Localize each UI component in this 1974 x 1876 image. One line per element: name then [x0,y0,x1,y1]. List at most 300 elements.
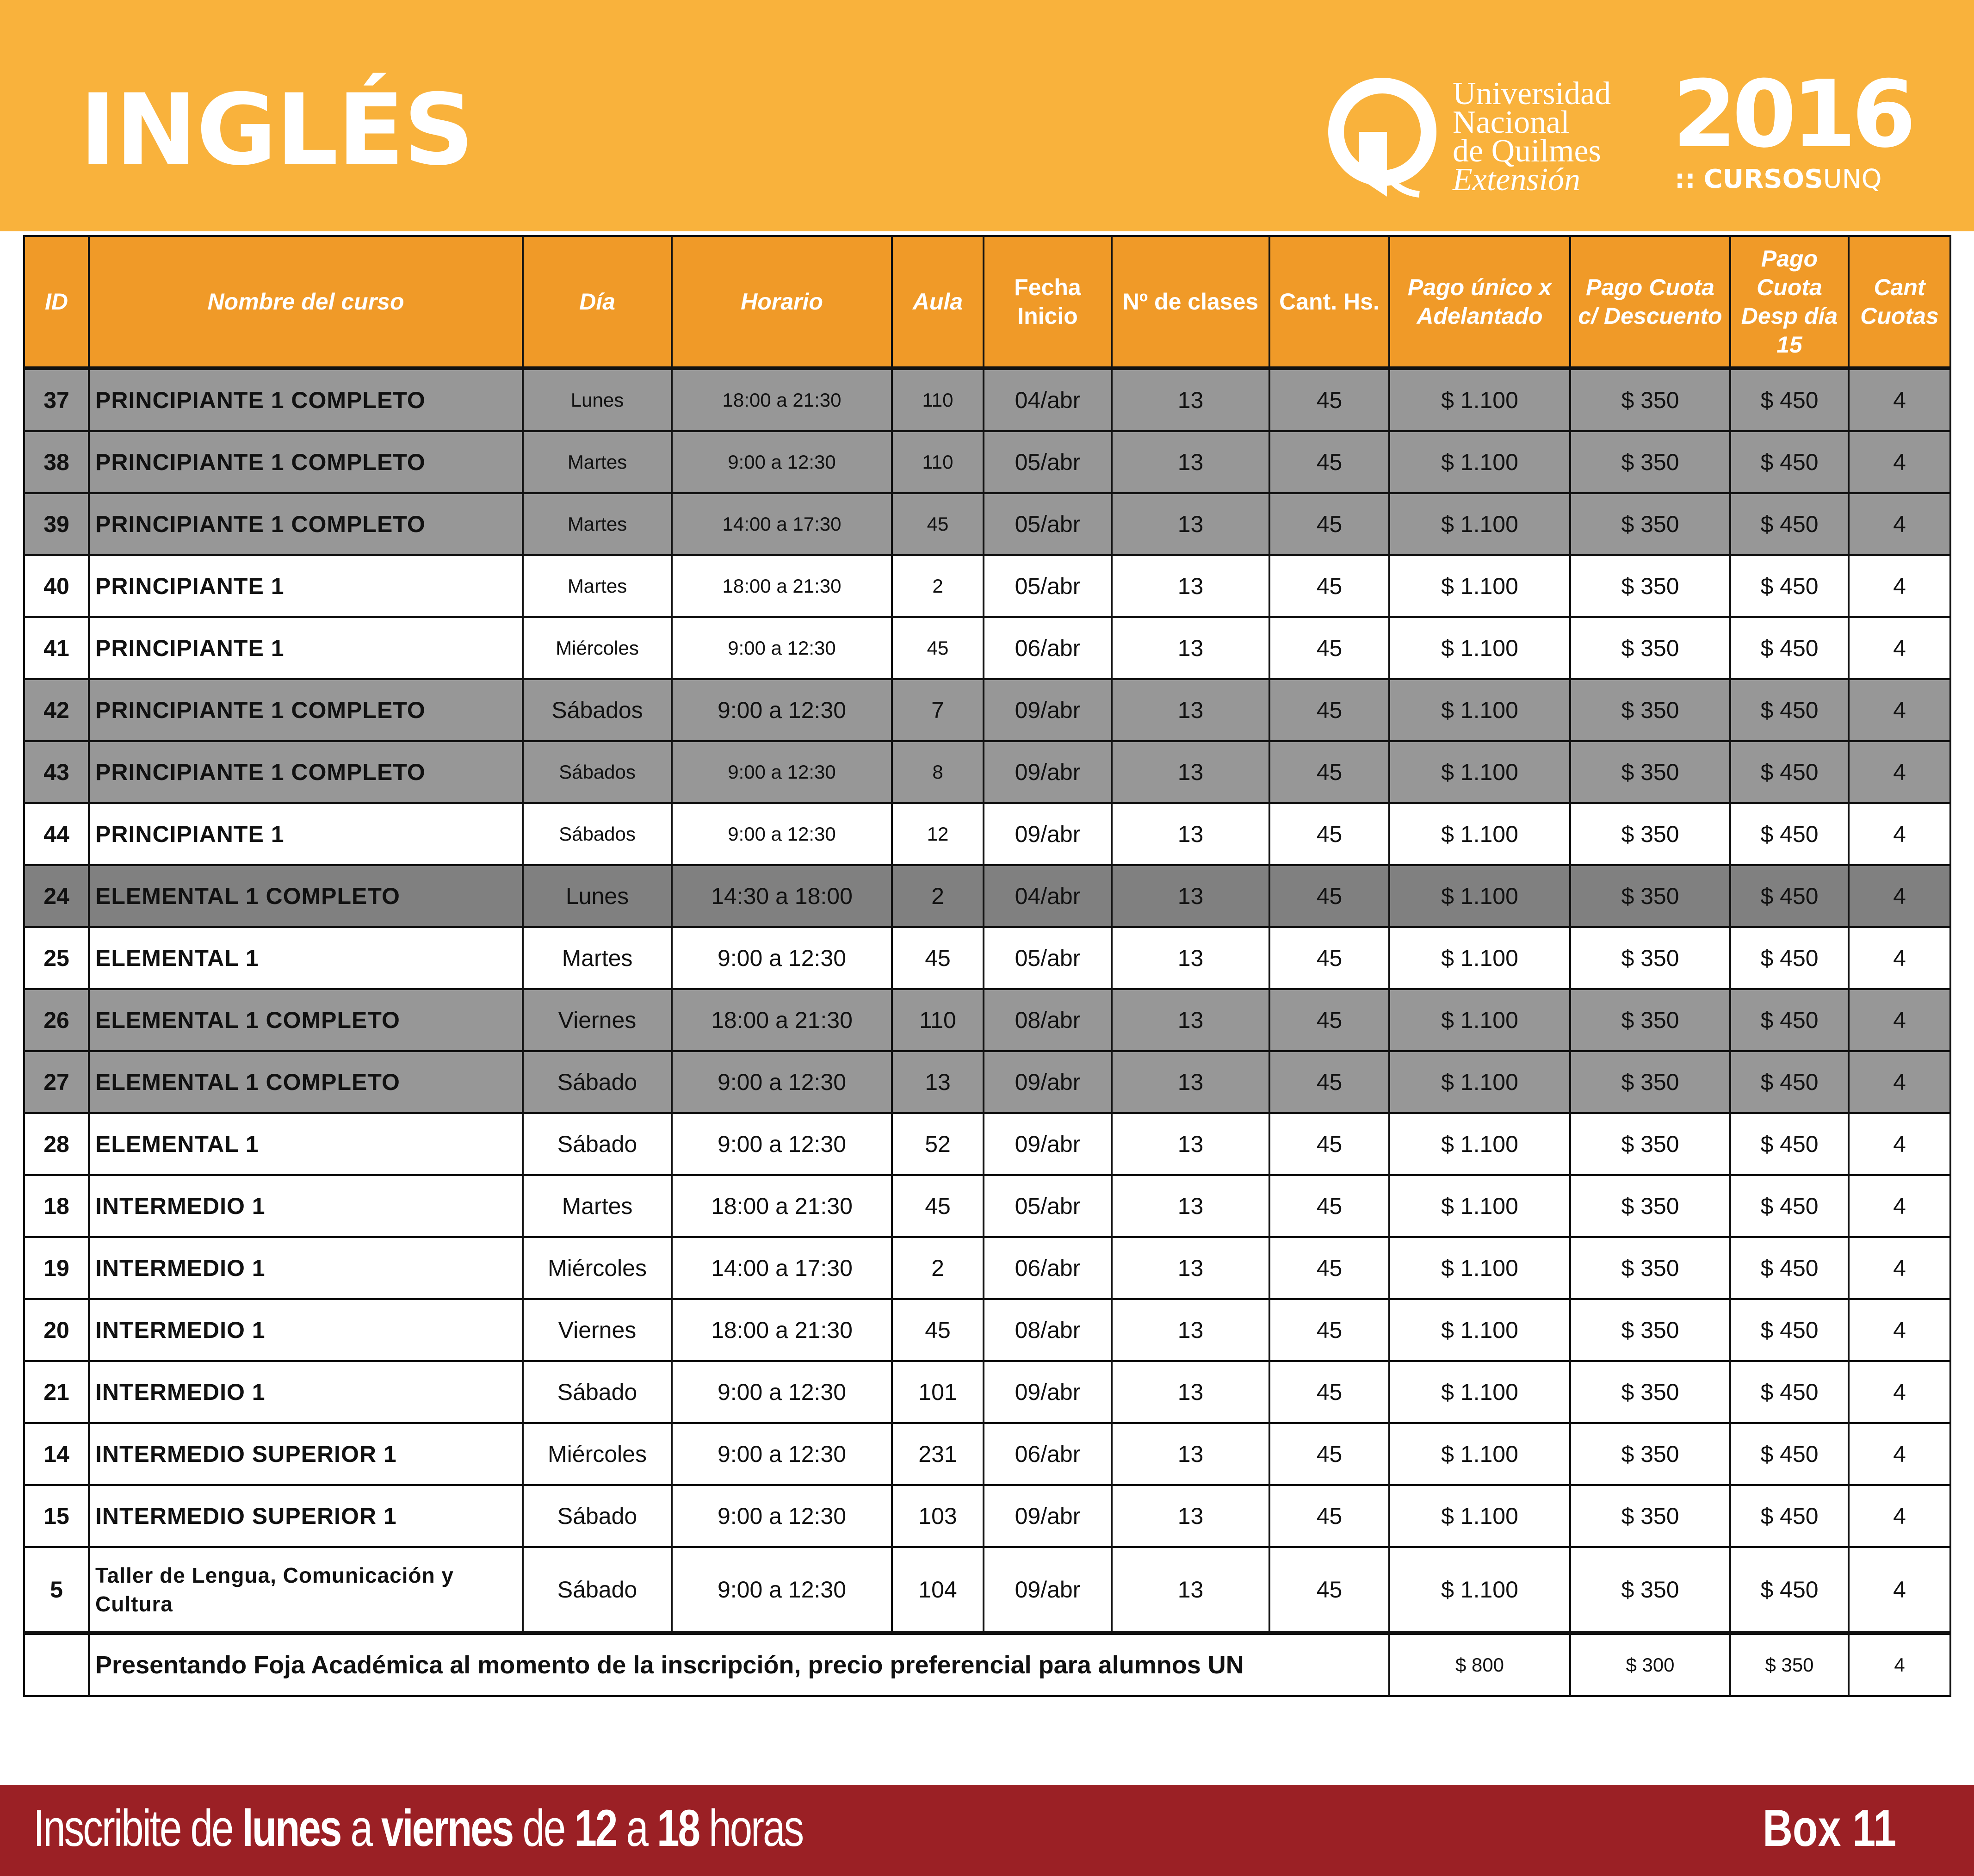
cell-cuotas: 4 [1849,1113,1950,1175]
course-table [23,235,1951,1697]
cell-nombre: PRINCIPIANTE 1 COMPLETO [89,368,523,431]
cell-cuotas: 4 [1849,741,1950,803]
cell-horario: 9:00 a 12:30 [672,1113,892,1175]
cell-pago-desp: $ 450 [1730,989,1849,1051]
cell-aula: 45 [892,1175,984,1237]
cell-pago-desp: $ 450 [1730,368,1849,431]
cell-pago-cuota: $ 350 [1570,617,1730,679]
cell-horario: 9:00 a 12:30 [672,431,892,493]
hours-text-5: horas [699,1799,803,1857]
table-row [24,617,1950,679]
cell-pago-cuota: $ 350 [1570,1485,1730,1547]
cell-fecha: 05/abr [984,431,1112,493]
cell-dia: Sábados [523,803,672,865]
cell-nombre: PRINCIPIANTE 1 COMPLETO [89,679,523,741]
cell-clases: 13 [1112,989,1269,1051]
logo-cursos [1675,164,1882,194]
cell-pago-cuota: $ 350 [1570,368,1730,431]
cell-cuotas: 4 [1849,1361,1950,1423]
cell-cuotas: 4 [1849,679,1950,741]
cell-pago-cuota: $ 350 [1570,1361,1730,1423]
cell-nombre: INTERMEDIO 1 [89,1299,523,1361]
cell-dia: Martes [523,1175,672,1237]
cell-horario: 14:00 a 17:30 [672,1237,892,1299]
cell-horario: 9:00 a 12:30 [672,741,892,803]
cell-id: 21 [24,1361,89,1423]
col-header-horario: Horario [672,236,892,368]
cell-id: 26 [24,989,89,1051]
cell-hs: 45 [1269,989,1389,1051]
cell-clases: 13 [1112,431,1269,493]
cell-horario: 9:00 a 12:30 [672,679,892,741]
cell-pago-cuota: $ 350 [1570,803,1730,865]
cell-clases: 13 [1112,1299,1269,1361]
cell-fecha: 05/abr [984,493,1112,555]
cell-hs: 45 [1269,1299,1389,1361]
footer-cuotas: 4 [1849,1633,1950,1696]
cell-pago-unico: $ 1.100 [1389,368,1570,431]
footer-pago-cuota: $ 300 [1570,1633,1730,1696]
cell-hs: 45 [1269,927,1389,989]
cell-clases: 13 [1112,1237,1269,1299]
cell-dia: Viernes [523,1299,672,1361]
table-row [24,1113,1950,1175]
cell-hs: 45 [1269,865,1389,927]
cell-fecha: 09/abr [984,1113,1112,1175]
cell-fecha: 06/abr [984,1237,1112,1299]
cell-pago-desp: $ 450 [1730,1485,1849,1547]
cell-clases: 13 [1112,1113,1269,1175]
cell-dia: Lunes [523,368,672,431]
cell-aula: 12 [892,803,984,865]
cell-dia: Viernes [523,989,672,1051]
cell-pago-unico: $ 1.100 [1389,1051,1570,1113]
cell-fecha: 09/abr [984,1485,1112,1547]
logo-line-4: Extensión [1453,162,1581,198]
cell-nombre: INTERMEDIO 1 [89,1361,523,1423]
table-row [24,1237,1950,1299]
cell-nombre: PRINCIPIANTE 1 COMPLETO [89,431,523,493]
col-header-pago-cuota: Pago Cuota c/ Descuento [1570,236,1730,368]
cell-pago-desp: $ 450 [1730,803,1849,865]
cell-pago-desp: $ 450 [1730,1423,1849,1485]
cell-pago-unico: $ 1.100 [1389,555,1570,617]
cell-id: 38 [24,431,89,493]
cell-id: 27 [24,1051,89,1113]
table-row [24,1299,1950,1361]
cell-fecha: 09/abr [984,803,1112,865]
col-header-nombre: Nombre del curso [89,236,523,368]
cell-clases: 13 [1112,617,1269,679]
cell-aula: 231 [892,1423,984,1485]
table-row [24,1175,1950,1237]
cell-id: 24 [24,865,89,927]
cell-clases: 13 [1112,741,1269,803]
cell-pago-desp: $ 450 [1730,555,1849,617]
cell-nombre: ELEMENTAL 1 [89,1113,523,1175]
cell-horario: 9:00 a 12:30 [672,1051,892,1113]
cell-cuotas: 4 [1849,493,1950,555]
cell-id: 28 [24,1113,89,1175]
cell-aula: 2 [892,865,984,927]
cell-id: 15 [24,1485,89,1547]
cell-nombre: ELEMENTAL 1 COMPLETO [89,1051,523,1113]
cell-id: 40 [24,555,89,617]
cell-pago-unico: $ 1.100 [1389,617,1570,679]
cell-hs: 45 [1269,368,1389,431]
col-header-dia: Día [523,236,672,368]
cell-pago-cuota: $ 350 [1570,1113,1730,1175]
logo-year: 2016 [1672,61,1912,168]
cell-clases: 13 [1112,1051,1269,1113]
cell-aula: 2 [892,1237,984,1299]
cell-cuotas: 4 [1849,1051,1950,1113]
col-header-clases: Nº de clases [1112,236,1269,368]
table-row [24,679,1950,741]
cell-pago-cuota: $ 350 [1570,555,1730,617]
cell-dia: Martes [523,431,672,493]
col-header-pago-unico: Pago único x Adelantado [1389,236,1570,368]
col-header-aula: Aula [892,236,984,368]
cell-id: 44 [24,803,89,865]
cell-cuotas: 4 [1849,431,1950,493]
cell-hs: 45 [1269,1361,1389,1423]
cell-nombre: INTERMEDIO 1 [89,1175,523,1237]
cell-dia: Sábado [523,1547,672,1633]
cell-cuotas: 4 [1849,1237,1950,1299]
cell-aula: 7 [892,679,984,741]
logo-line-1: Universidad [1453,76,1611,111]
cell-horario: 18:00 a 21:30 [672,1299,892,1361]
cell-pago-desp: $ 450 [1730,1237,1849,1299]
cell-id: 18 [24,1175,89,1237]
cell-aula: 103 [892,1485,984,1547]
hours-end: 18 [657,1799,699,1857]
cell-hs: 45 [1269,679,1389,741]
cell-dia: Miércoles [523,1237,672,1299]
footer-pago-desp: $ 350 [1730,1633,1849,1696]
cell-cuotas: 4 [1849,865,1950,927]
table-row [24,1485,1950,1547]
table-header-row [24,236,1950,368]
cell-id: 14 [24,1423,89,1485]
cell-pago-unico: $ 1.100 [1389,679,1570,741]
cell-dia: Sábado [523,1361,672,1423]
cell-fecha: 06/abr [984,1423,1112,1485]
cell-nombre: PRINCIPIANTE 1 [89,555,523,617]
table-footer-row [24,1633,1950,1696]
cell-pago-cuota: $ 350 [1570,431,1730,493]
cell-pago-cuota: $ 350 [1570,493,1730,555]
cell-hs: 45 [1269,1547,1389,1633]
cell-cuotas: 4 [1849,1547,1950,1633]
cell-clases: 13 [1112,493,1269,555]
cell-id: 41 [24,617,89,679]
cell-nombre: ELEMENTAL 1 COMPLETO [89,989,523,1051]
cell-hs: 45 [1269,431,1389,493]
cell-fecha: 09/abr [984,741,1112,803]
cell-pago-unico: $ 1.100 [1389,1361,1570,1423]
cell-dia: Martes [523,555,672,617]
cell-aula: 2 [892,555,984,617]
cell-id: 19 [24,1237,89,1299]
cell-pago-unico: $ 1.100 [1389,1423,1570,1485]
cell-dia: Sábado [523,1051,672,1113]
cell-id: 39 [24,493,89,555]
cell-aula: 104 [892,1547,984,1633]
cell-horario: 18:00 a 21:30 [672,1175,892,1237]
cell-hs: 45 [1269,1051,1389,1113]
unq-logo-icon [1327,76,1438,201]
cell-pago-desp: $ 450 [1730,1051,1849,1113]
cell-aula: 45 [892,493,984,555]
cell-horario: 18:00 a 21:30 [672,368,892,431]
cell-pago-unico: $ 1.100 [1389,1113,1570,1175]
cell-clases: 13 [1112,865,1269,927]
cell-pago-cuota: $ 350 [1570,1299,1730,1361]
cell-hs: 45 [1269,617,1389,679]
cell-dia: Sábado [523,1113,672,1175]
cell-fecha: 05/abr [984,927,1112,989]
table-row [24,555,1950,617]
table-row [24,741,1950,803]
cell-aula: 110 [892,989,984,1051]
cell-horario: 9:00 a 12:30 [672,617,892,679]
cell-pago-cuota: $ 350 [1570,927,1730,989]
cell-hs: 45 [1269,1237,1389,1299]
cell-pago-desp: $ 450 [1730,1175,1849,1237]
cell-id: 42 [24,679,89,741]
cell-pago-cuota: $ 350 [1570,1175,1730,1237]
cell-horario: 9:00 a 12:30 [672,803,892,865]
cell-pago-cuota: $ 350 [1570,1547,1730,1633]
cell-dia: Sábados [523,741,672,803]
cell-pago-cuota: $ 350 [1570,1423,1730,1485]
cell-cuotas: 4 [1849,555,1950,617]
cell-id: 25 [24,927,89,989]
cell-dia: Lunes [523,865,672,927]
hours-day-from: lunes [242,1799,341,1857]
cell-id: 37 [24,368,89,431]
cell-nombre: PRINCIPIANTE 1 [89,803,523,865]
cell-pago-unico: $ 1.100 [1389,865,1570,927]
cell-cuotas: 4 [1849,989,1950,1051]
cell-horario: 9:00 a 12:30 [672,1547,892,1633]
table-row [24,865,1950,927]
cell-pago-cuota: $ 350 [1570,679,1730,741]
cell-pago-unico: $ 1.100 [1389,803,1570,865]
cell-clases: 13 [1112,679,1269,741]
cell-cuotas: 4 [1849,1423,1950,1485]
cell-horario: 18:00 a 21:30 [672,555,892,617]
table-row [24,1423,1950,1485]
cell-nombre: PRINCIPIANTE 1 COMPLETO [89,741,523,803]
cell-clases: 13 [1112,803,1269,865]
logo-line-3: de Quilmes [1453,133,1601,169]
footer-note: Presentando Foja Académica al momento de la inscripción, precio preferencial para alumnos UN [89,1633,1389,1696]
cell-cuotas: 4 [1849,803,1950,865]
table-row [24,493,1950,555]
cell-pago-cuota: $ 350 [1570,989,1730,1051]
cell-horario: 14:30 a 18:00 [672,865,892,927]
cell-pago-unico: $ 1.100 [1389,431,1570,493]
cell-pago-unico: $ 1.100 [1389,1299,1570,1361]
table-row [24,927,1950,989]
cell-pago-desp: $ 450 [1730,1299,1849,1361]
cell-id: 43 [24,741,89,803]
cell-dia: Miércoles [523,1423,672,1485]
cell-cuotas: 4 [1849,1485,1950,1547]
cell-aula: 45 [892,1299,984,1361]
col-header-pago-desp: Pago Cuota Desp día 15 [1730,236,1849,368]
cell-hs: 45 [1269,1485,1389,1547]
cell-id: 20 [24,1299,89,1361]
logo-unq-word: UNQ [1823,164,1882,194]
cell-clases: 13 [1112,927,1269,989]
cell-hs: 45 [1269,1423,1389,1485]
cell-pago-cuota: $ 350 [1570,741,1730,803]
cell-pago-cuota: $ 350 [1570,1051,1730,1113]
table-row [24,803,1950,865]
cell-cuotas: 4 [1849,1299,1950,1361]
cell-hs: 45 [1269,1175,1389,1237]
cell-fecha: 08/abr [984,989,1112,1051]
cell-pago-desp: $ 450 [1730,617,1849,679]
cell-id: 5 [24,1547,89,1633]
course-table-wrapper [23,235,1949,1697]
cell-nombre: INTERMEDIO SUPERIOR 1 [89,1485,523,1547]
cell-hs: 45 [1269,1113,1389,1175]
cell-hs: 45 [1269,803,1389,865]
logo-cursos-word: CURSOS [1703,164,1823,194]
cell-pago-desp: $ 450 [1730,1547,1849,1633]
cell-fecha: 05/abr [984,1175,1112,1237]
cell-pago-desp: $ 450 [1730,679,1849,741]
cell-pago-unico: $ 1.100 [1389,1175,1570,1237]
cell-nombre: ELEMENTAL 1 [89,927,523,989]
hours-start: 12 [574,1799,617,1857]
col-header-hs: Cant. Hs. [1269,236,1389,368]
cell-pago-desp: $ 450 [1730,741,1849,803]
cell-horario: 9:00 a 12:30 [672,1423,892,1485]
cell-pago-desp: $ 450 [1730,493,1849,555]
cell-dia: Martes [523,493,672,555]
cell-pago-desp: $ 450 [1730,1361,1849,1423]
cell-fecha: 09/abr [984,1051,1112,1113]
cell-horario: 18:00 a 21:30 [672,989,892,1051]
cell-aula: 45 [892,927,984,989]
cell-pago-cuota: $ 350 [1570,1237,1730,1299]
cell-nombre: ELEMENTAL 1 COMPLETO [89,865,523,927]
cell-pago-unico: $ 1.100 [1389,1547,1570,1633]
cell-nombre: PRINCIPIANTE 1 [89,617,523,679]
table-row [24,989,1950,1051]
cell-cuotas: 4 [1849,368,1950,431]
cell-dia: Sábado [523,1485,672,1547]
cell-horario: 9:00 a 12:30 [672,927,892,989]
enrollment-hours [33,1799,803,1857]
cell-aula: 52 [892,1113,984,1175]
cell-aula: 13 [892,1051,984,1113]
col-header-fecha: Fecha Inicio [984,236,1112,368]
cell-cuotas: 4 [1849,927,1950,989]
cell-clases: 13 [1112,555,1269,617]
page-title: INGLÉS [80,73,473,187]
cell-pago-desp: $ 450 [1730,431,1849,493]
cell-nombre: Taller de Lengua, Comunicación y Cultura [89,1547,523,1633]
cell-aula: 45 [892,617,984,679]
cell-fecha: 05/abr [984,555,1112,617]
cell-pago-desp: $ 450 [1730,1113,1849,1175]
cell-hs: 45 [1269,493,1389,555]
cell-fecha: 09/abr [984,1361,1112,1423]
cell-pago-desp: $ 450 [1730,865,1849,927]
cell-footer-empty [24,1633,89,1696]
hours-text-1: Inscribite de [33,1799,242,1857]
cell-pago-unico: $ 1.100 [1389,989,1570,1051]
cell-pago-unico: $ 1.100 [1389,1485,1570,1547]
cell-horario: 9:00 a 12:30 [672,1485,892,1547]
cell-aula: 110 [892,431,984,493]
logo-prefix: :: [1675,164,1696,194]
table-row [24,368,1950,431]
cell-pago-cuota: $ 350 [1570,865,1730,927]
box-label: Box 11 [1763,1799,1896,1857]
hours-text-3: de [513,1799,575,1857]
cell-pago-unico: $ 1.100 [1389,493,1570,555]
university-name [1453,76,1611,198]
hours-text-4: a [616,1799,657,1857]
cell-pago-unico: $ 1.100 [1389,1237,1570,1299]
cell-fecha: 08/abr [984,1299,1112,1361]
cell-fecha: 04/abr [984,865,1112,927]
cell-dia: Martes [523,927,672,989]
cell-clases: 13 [1112,1361,1269,1423]
cell-nombre: INTERMEDIO 1 [89,1237,523,1299]
cell-clases: 13 [1112,1547,1269,1633]
bottom-banner [0,1785,1974,1876]
header-banner [0,0,1974,231]
cell-pago-desp: $ 450 [1730,927,1849,989]
cell-clases: 13 [1112,1175,1269,1237]
cell-clases: 13 [1112,368,1269,431]
cell-clases: 13 [1112,1485,1269,1547]
footer-pago-unico: $ 800 [1389,1633,1570,1696]
cell-horario: 14:00 a 17:30 [672,493,892,555]
cell-clases: 13 [1112,1423,1269,1485]
table-row [24,1051,1950,1113]
table-row [24,431,1950,493]
cell-nombre: PRINCIPIANTE 1 COMPLETO [89,493,523,555]
cell-dia: Miércoles [523,617,672,679]
logo-line-2: Nacional [1453,105,1570,140]
cell-cuotas: 4 [1849,1175,1950,1237]
hours-day-to: viernes [381,1799,513,1857]
col-header-id: ID [24,236,89,368]
hours-text-2: a [340,1799,381,1857]
table-row [24,1547,1950,1633]
cell-fecha: 09/abr [984,679,1112,741]
cell-hs: 45 [1269,555,1389,617]
col-header-cuotas: Cant Cuotas [1849,236,1950,368]
table-row [24,1361,1950,1423]
cell-fecha: 06/abr [984,617,1112,679]
cell-aula: 110 [892,368,984,431]
cell-hs: 45 [1269,741,1389,803]
cell-fecha: 09/abr [984,1547,1112,1633]
cell-nombre: INTERMEDIO SUPERIOR 1 [89,1423,523,1485]
cell-aula: 8 [892,741,984,803]
